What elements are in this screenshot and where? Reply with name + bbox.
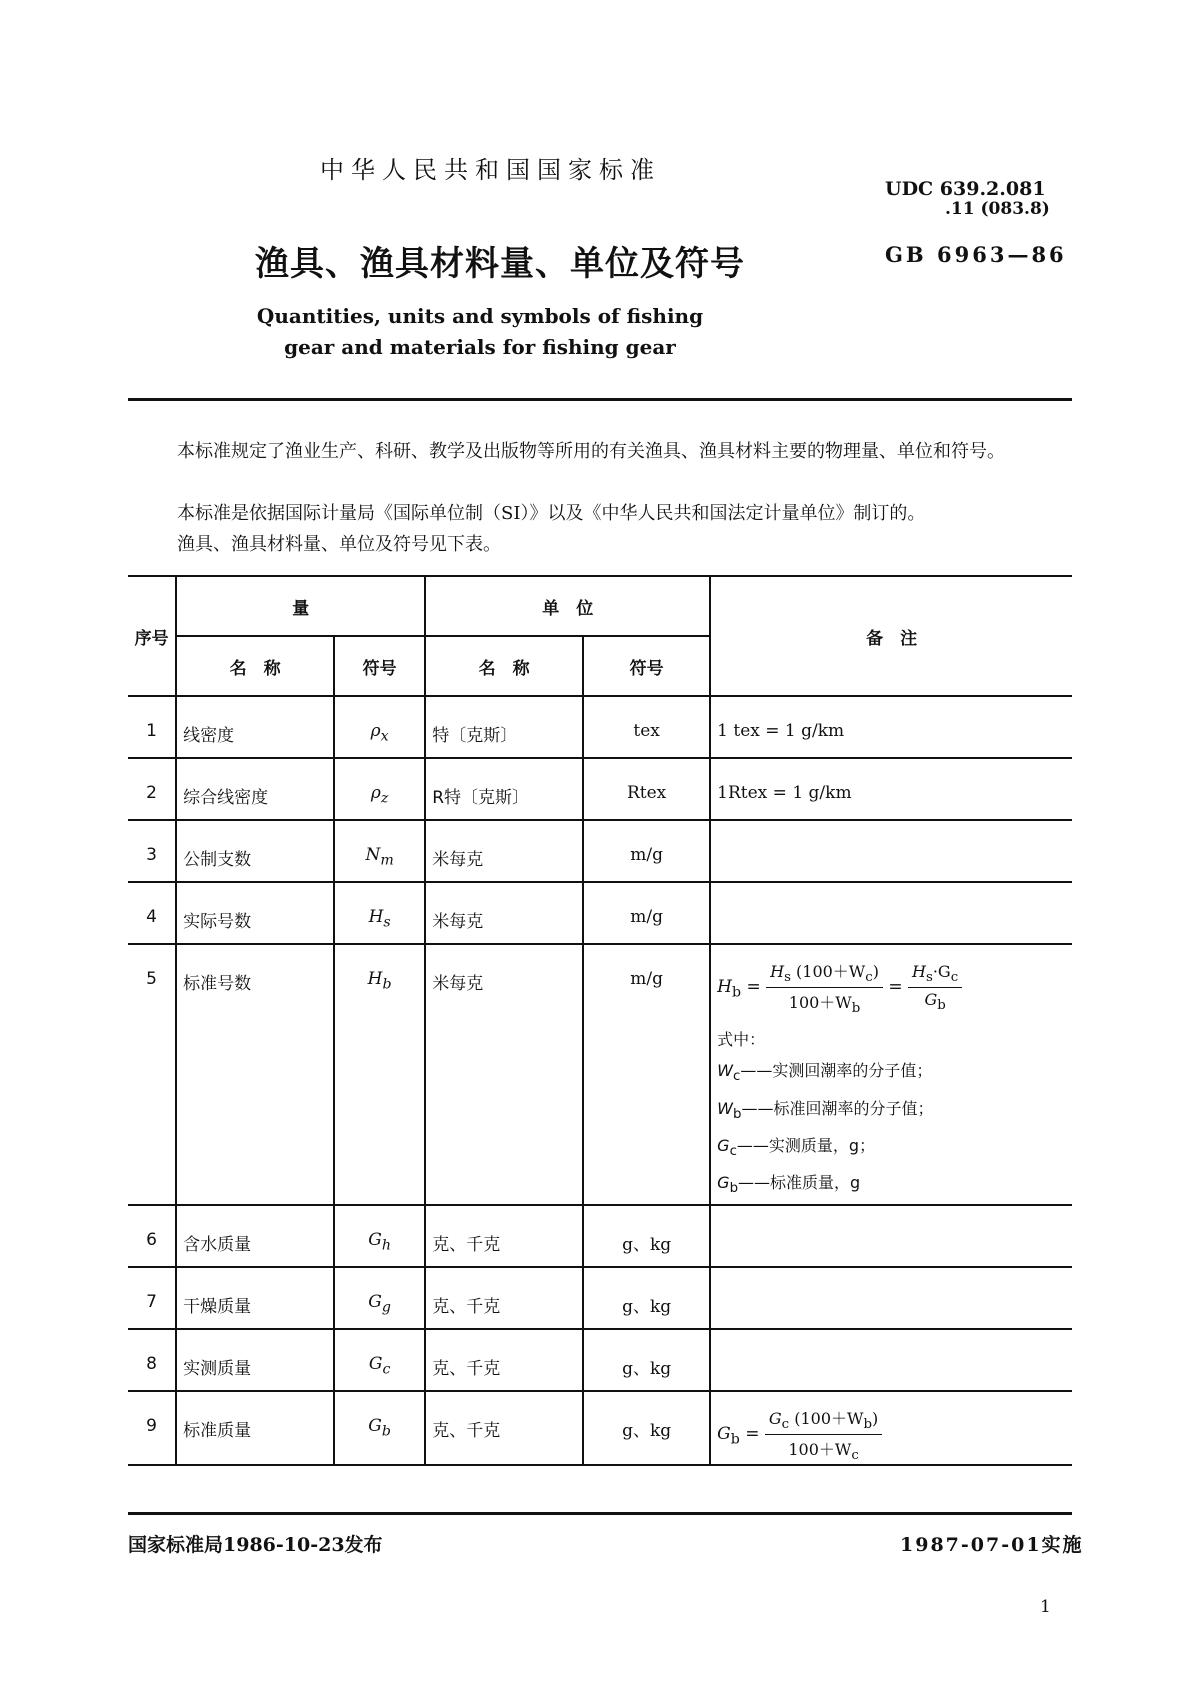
issuing-country-title: 中华人民共和国国家标准 bbox=[320, 156, 661, 184]
udc-code-line1: UDC 639.2.081 bbox=[885, 178, 1046, 200]
standard-number: GB 6963—86 bbox=[885, 242, 1067, 267]
unit-symbol: m/g bbox=[583, 820, 710, 882]
remark: 1 tex = 1 g/km bbox=[710, 696, 1072, 758]
unit-symbol: m/g bbox=[583, 944, 710, 1205]
row-number: 1 bbox=[128, 696, 176, 758]
formula-gb: $G_b$ = $\frac{G_c (100+W_b)}{100+W_c}$ bbox=[717, 1406, 1066, 1463]
quantity-name: 标准质量 bbox=[176, 1391, 334, 1464]
english-title-line2: gear and materials for fishing gear bbox=[284, 335, 676, 359]
remark bbox=[710, 882, 1072, 944]
unit-name: 米每克 bbox=[425, 944, 583, 1205]
legend-item: $G_b——$标准质量，g bbox=[717, 1172, 861, 1197]
unit-name: 克、千克 bbox=[425, 1329, 583, 1391]
table-header-row-1 bbox=[128, 576, 1072, 636]
quantity-symbol: $G_h$ bbox=[334, 1205, 425, 1267]
unit-symbol: g、kg bbox=[583, 1205, 710, 1267]
intro-paragraph-basis: 本标准是依据国际计量局《国际单位制（SI）》以及《中华人民共和国法定计量单位》制订的。 bbox=[177, 503, 926, 524]
unit-name: 米每克 bbox=[425, 882, 583, 944]
remark bbox=[710, 1329, 1072, 1391]
header-quantity-symbol: 符号 bbox=[334, 636, 425, 696]
quantity-name: 实测质量 bbox=[176, 1329, 334, 1391]
unit-symbol: tex bbox=[583, 696, 710, 758]
quantity-symbol: $\rho_x$ bbox=[334, 696, 425, 758]
table-row bbox=[128, 1205, 1072, 1267]
table-row bbox=[128, 820, 1072, 882]
table-row bbox=[128, 882, 1072, 944]
unit-symbol: g、kg bbox=[583, 1391, 710, 1464]
row-number: 3 bbox=[128, 820, 176, 882]
row-number: 5 bbox=[128, 944, 176, 1205]
remark: 1Rtex = 1 g/km bbox=[710, 758, 1072, 820]
quantity-name: 线密度 bbox=[176, 696, 334, 758]
formula-legend bbox=[717, 1024, 1066, 1204]
quantity-symbol: $G_b$ bbox=[334, 1391, 425, 1464]
table-row bbox=[128, 944, 1072, 1205]
quantity-name: 实际号数 bbox=[176, 882, 334, 944]
legend-item: $G_c——$实测质量，g； bbox=[717, 1135, 876, 1159]
legend-item: $W_c——$实测回潮率的分子值； bbox=[717, 1061, 933, 1085]
quantity-name: 标准号数 bbox=[176, 944, 334, 1205]
unit-symbol: g、kg bbox=[583, 1329, 710, 1391]
row-number: 7 bbox=[128, 1267, 176, 1329]
unit-symbol: Rtex bbox=[583, 758, 710, 820]
quantity-name: 含水质量 bbox=[176, 1205, 334, 1267]
header-remark: 备 注 bbox=[710, 576, 1072, 696]
header-unit-name: 名 称 bbox=[425, 636, 583, 696]
quantity-symbol: $\rho_z$ bbox=[334, 758, 425, 820]
quantities-table bbox=[128, 575, 1072, 1466]
unit-name: 克、千克 bbox=[425, 1391, 583, 1464]
quantity-name: 公制支数 bbox=[176, 820, 334, 882]
row-number: 2 bbox=[128, 758, 176, 820]
intro-paragraph-table-ref: 渔具、渔具材料量、单位及符号见下表。 bbox=[177, 534, 501, 555]
effective-date: 1987-07-01实施 bbox=[900, 1534, 1084, 1556]
header-quantity: 量 bbox=[176, 576, 425, 636]
quantity-name: 综合线密度 bbox=[176, 758, 334, 820]
quantity-name: 干燥质量 bbox=[176, 1267, 334, 1329]
table-row bbox=[128, 758, 1072, 820]
unit-name: 克、千克 bbox=[425, 1205, 583, 1267]
quantity-symbol: $G_c$ bbox=[334, 1329, 425, 1391]
footer-divider bbox=[128, 1512, 1072, 1515]
remark-formula-gb bbox=[710, 1391, 1072, 1464]
formula-where-label: 式中： bbox=[717, 1030, 766, 1050]
table-row bbox=[128, 1391, 1072, 1464]
header-divider bbox=[128, 398, 1072, 401]
page-number: 1 bbox=[1040, 1597, 1051, 1617]
quantity-symbol: $G_g$ bbox=[334, 1267, 425, 1329]
unit-symbol: m/g bbox=[583, 882, 710, 944]
table-row bbox=[128, 1329, 1072, 1391]
fraction-hb-2: $\frac{H_s\cdot G_c}{G_b}$ bbox=[908, 962, 962, 1013]
remark bbox=[710, 1205, 1072, 1267]
english-title-line1: Quantities, units and symbols of fishing bbox=[256, 304, 704, 328]
unit-name: R特〔克斯〕 bbox=[425, 758, 583, 820]
unit-symbol: g、kg bbox=[583, 1267, 710, 1329]
quantity-symbol: $N_m$ bbox=[334, 820, 425, 882]
remark bbox=[710, 820, 1072, 882]
quantity-symbol: $H_s$ bbox=[334, 882, 425, 944]
unit-name: 特〔克斯〕 bbox=[425, 696, 583, 758]
remark-formula-hb bbox=[710, 944, 1072, 1205]
table-row bbox=[128, 1267, 1072, 1329]
formula-hb: $H_b$ = $\frac{H_s (100+W_c)}{100+W_b}$ = $\frac{H_s\cdot G_c}{G_b}$ bbox=[717, 959, 1066, 1016]
document-title: 渔具、渔具材料量、单位及符号 bbox=[255, 244, 745, 284]
fraction-hb-1: $\frac{H_s (100+W_c)}{100+W_b}$ bbox=[766, 959, 883, 1016]
row-number: 9 bbox=[128, 1391, 176, 1464]
table-row bbox=[128, 696, 1072, 758]
unit-name: 米每克 bbox=[425, 820, 583, 882]
legend-item: $W_b——$标准回潮率的分子值； bbox=[717, 1098, 934, 1122]
issue-date: 国家标准局1986-10-23发布 bbox=[128, 1534, 383, 1556]
quantity-symbol: $H_b$ bbox=[334, 944, 425, 1205]
intro-paragraph-scope: 本标准规定了渔业生产、科研、教学及出版物等所用的有关渔具、渔具材料主要的物理量、单位和符号。 bbox=[177, 441, 1005, 462]
fraction-gb: $\frac{G_c (100+W_b)}{100+W_c}$ bbox=[765, 1406, 882, 1463]
remark bbox=[710, 1267, 1072, 1329]
header-seq: 序号 bbox=[128, 576, 176, 696]
unit-name: 克、千克 bbox=[425, 1267, 583, 1329]
header-unit-symbol: 符号 bbox=[583, 636, 710, 696]
header-quantity-name: 名 称 bbox=[176, 636, 334, 696]
header-unit: 单 位 bbox=[425, 576, 710, 636]
row-number: 8 bbox=[128, 1329, 176, 1391]
row-number: 4 bbox=[128, 882, 176, 944]
row-number: 6 bbox=[128, 1205, 176, 1267]
udc-code-line2: .11 (083.8) bbox=[945, 199, 1050, 219]
